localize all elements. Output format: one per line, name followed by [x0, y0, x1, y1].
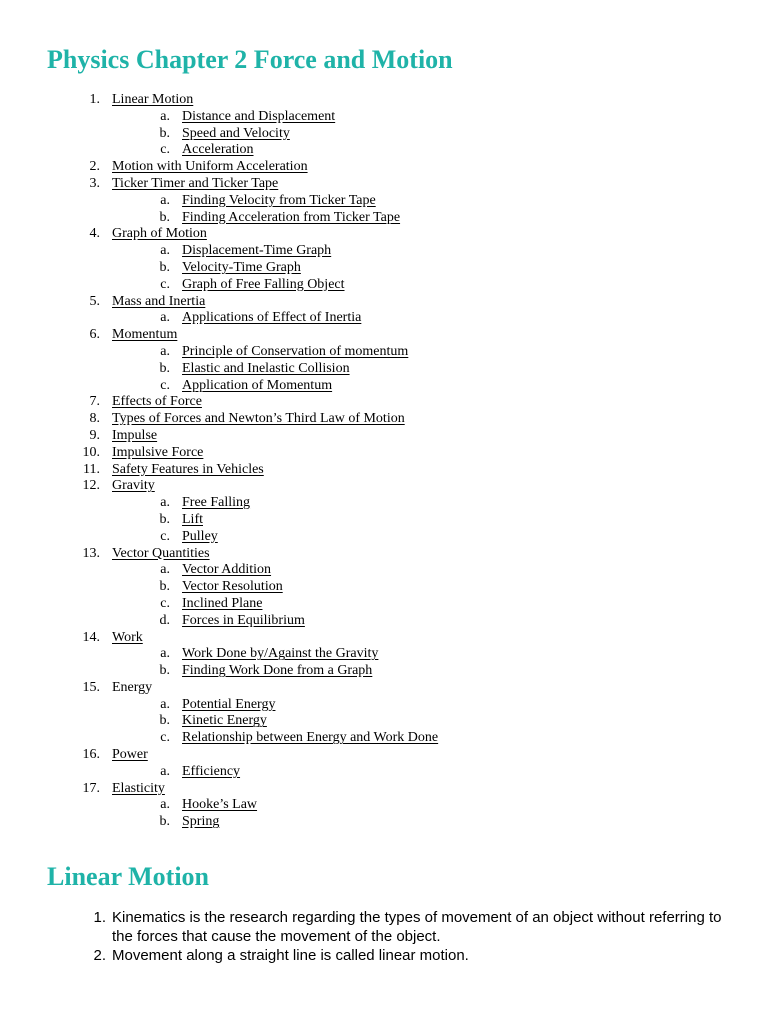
toc-item: [0, 226, 768, 243]
toc-subitem: [0, 126, 768, 143]
toc-item-number: c.: [160, 730, 170, 746]
toc-item: [0, 747, 768, 764]
toc-subitem: [0, 361, 768, 378]
toc-item-number: 12.: [82, 478, 100, 494]
toc-item-link[interactable]: Displacement-Time Graph: [182, 243, 332, 259]
toc-item-number: b.: [159, 209, 170, 225]
toc-item-number: a.: [160, 343, 170, 359]
toc-item-link[interactable]: Mass and Inertia: [112, 293, 206, 309]
toc-item-number: a.: [160, 646, 170, 662]
toc-item-number: a.: [160, 192, 170, 208]
toc-item-link[interactable]: Types of Forces and Newton’s Third Law of Motion: [112, 411, 405, 427]
list-item: [0, 946, 768, 965]
toc-item-link[interactable]: Ticker Timer and Ticker Tape: [112, 175, 279, 191]
toc-item: [0, 680, 768, 697]
toc-item: [0, 411, 768, 428]
toc-item-number: b.: [159, 360, 170, 376]
toc-item-link[interactable]: Speed and Velocity: [182, 125, 290, 141]
toc-item-link: Energy: [112, 679, 153, 695]
toc-subitem: [0, 596, 768, 613]
table-of-contents: [0, 92, 768, 831]
toc-item-number: c.: [160, 142, 170, 158]
toc-item: [0, 294, 768, 311]
list-item-text: Movement along a straight line is called linear motion.: [112, 947, 469, 964]
toc-item-link[interactable]: Potential Energy: [182, 696, 276, 712]
toc-item-number: a.: [160, 562, 170, 578]
toc-subitem: [0, 730, 768, 747]
toc-item-link[interactable]: Spring: [182, 814, 220, 830]
toc-subitem: [0, 512, 768, 529]
toc-item-number: b.: [159, 125, 170, 141]
toc-subitem: [0, 495, 768, 512]
toc-subitem: [0, 764, 768, 781]
toc-item-number: 8.: [89, 411, 100, 427]
toc-subitem: [0, 142, 768, 159]
toc-item-link[interactable]: Kinetic Energy: [182, 713, 267, 729]
toc-subitem: [0, 797, 768, 814]
toc-subitem: [0, 579, 768, 596]
toc-item-link[interactable]: Hooke’s Law: [182, 797, 258, 813]
toc-item-number: 10.: [82, 444, 100, 460]
toc-item: [0, 92, 768, 109]
toc-item: [0, 462, 768, 479]
toc-subitem: [0, 713, 768, 730]
toc-item-link[interactable]: Application of Momentum: [182, 377, 333, 393]
toc-subitem: [0, 193, 768, 210]
toc-item-link[interactable]: Applications of Effect of Inertia: [182, 310, 362, 326]
toc-item-link[interactable]: Vector Resolution: [182, 579, 283, 595]
toc-item-number: 6.: [89, 327, 100, 343]
toc-item-link[interactable]: Safety Features in Vehicles: [112, 461, 264, 477]
toc-item: [0, 781, 768, 798]
toc-item-number: b.: [159, 814, 170, 830]
toc-item-number: a.: [160, 763, 170, 779]
toc-item-link[interactable]: Pulley: [182, 528, 218, 544]
toc-item-number: 7.: [89, 394, 100, 410]
toc-item-link[interactable]: Velocity-Time Graph: [182, 259, 301, 275]
toc-item-link[interactable]: Motion with Uniform Acceleration: [112, 159, 308, 175]
section-heading: Linear Motion: [47, 862, 210, 891]
toc-item-number: a.: [160, 495, 170, 511]
toc-item-link[interactable]: Power: [112, 747, 148, 763]
toc-item-link[interactable]: Momentum: [112, 327, 178, 343]
toc-item-number: b.: [159, 511, 170, 527]
toc-item: [0, 478, 768, 495]
toc-item-link[interactable]: Gravity: [112, 478, 155, 494]
toc-item-number: b.: [159, 259, 170, 275]
toc-subitem: [0, 613, 768, 630]
toc-item-number: 16.: [82, 747, 100, 763]
toc-item-link[interactable]: Finding Acceleration from Ticker Tape: [182, 209, 401, 225]
toc-item-number: 4.: [89, 226, 100, 242]
toc-item: [0, 159, 768, 176]
toc-item-link[interactable]: Inclined Plane: [182, 595, 263, 611]
toc-subitem: [0, 378, 768, 395]
toc-item-link[interactable]: Finding Velocity from Ticker Tape: [182, 192, 376, 208]
toc-item-link[interactable]: Work Done by/Against the Gravity: [182, 646, 379, 662]
toc-subitem: [0, 697, 768, 714]
toc-item-number: b.: [159, 579, 170, 595]
toc-subitem: [0, 646, 768, 663]
toc-item-number: 9.: [89, 427, 100, 443]
toc-item-link[interactable]: Forces in Equilibrium: [182, 612, 305, 628]
list-item: [0, 908, 768, 946]
toc-item-number: a.: [160, 310, 170, 326]
toc-item-number: 11.: [83, 461, 100, 477]
toc-item-link[interactable]: Lift: [182, 511, 203, 527]
toc-item-number: 2.: [89, 159, 100, 175]
toc-subitem: [0, 529, 768, 546]
toc-item-link[interactable]: Vector Quantities: [112, 545, 210, 561]
toc-item-link[interactable]: Elasticity: [112, 780, 165, 796]
toc-item-link[interactable]: Relationship between Energy and Work Done: [182, 730, 439, 746]
toc-subitem: [0, 243, 768, 260]
toc-item-link[interactable]: Principle of Conservation of momentum: [182, 343, 409, 359]
toc-subitem: [0, 344, 768, 361]
toc-item-link[interactable]: Linear Motion: [112, 92, 194, 107]
toc-subitem: [0, 210, 768, 227]
toc-item-number: 5.: [89, 293, 100, 309]
list-item-number: 1.: [93, 909, 106, 926]
toc-item-number: a.: [160, 696, 170, 712]
toc-item: [0, 428, 768, 445]
toc-item-link[interactable]: Impulsive Force: [112, 444, 204, 460]
toc-item-number: c.: [160, 276, 170, 292]
toc-subitem: [0, 814, 768, 831]
toc-subitem: [0, 260, 768, 277]
toc-item-number: 17.: [82, 780, 100, 796]
toc-item-link[interactable]: Free Falling: [182, 495, 251, 511]
toc-item-link[interactable]: Vector Addition: [182, 562, 272, 578]
toc-subitem: [0, 310, 768, 327]
toc-item-number: d.: [159, 612, 170, 628]
toc-item-link[interactable]: Work: [112, 629, 143, 645]
toc-item-number: c.: [160, 377, 170, 393]
toc-item-number: 14.: [82, 629, 100, 645]
toc-item-link[interactable]: Efficiency: [182, 763, 241, 779]
toc-item-link[interactable]: Effects of Force: [112, 394, 202, 410]
toc-subitem: [0, 277, 768, 294]
toc-item-link[interactable]: Graph of Motion: [112, 226, 207, 242]
toc-item-number: a.: [160, 243, 170, 259]
toc-item-number: 3.: [89, 175, 100, 191]
toc-item-number: 13.: [82, 545, 100, 561]
toc-item: [0, 327, 768, 344]
toc-item-number: a.: [160, 108, 170, 124]
toc-item-number: c.: [160, 595, 170, 611]
toc-item-link[interactable]: Graph of Free Falling Object: [182, 276, 345, 292]
toc-item-link[interactable]: Acceleration: [182, 142, 254, 158]
toc-item-number: b.: [159, 713, 170, 729]
toc-item-number: c.: [160, 528, 170, 544]
list-item-text: Kinematics is the research regarding the types of movement of an object without referring to the forces that cause the movement of the object.: [112, 909, 722, 945]
section-body-list: [0, 908, 768, 965]
toc-item-link[interactable]: Elastic and Inelastic Collision: [182, 360, 350, 376]
toc-item-number: b.: [159, 663, 170, 679]
toc-item-link[interactable]: Finding Work Done from a Graph: [182, 663, 373, 679]
list-item-number: 2.: [93, 947, 106, 964]
page-title: Physics Chapter 2 Force and Motion: [47, 45, 453, 74]
toc-item: [0, 445, 768, 462]
toc-item: [0, 394, 768, 411]
toc-item-number: a.: [160, 797, 170, 813]
toc-item-link[interactable]: Distance and Displacement: [182, 108, 336, 124]
toc-item-number: 15.: [82, 679, 100, 695]
toc-item-link[interactable]: Impulse: [112, 427, 158, 443]
toc-subitem: [0, 562, 768, 579]
toc-item-number: 1.: [89, 92, 100, 107]
toc-item: [0, 630, 768, 647]
toc-subitem: [0, 663, 768, 680]
toc-item: [0, 546, 768, 563]
toc-item: [0, 176, 768, 193]
toc-subitem: [0, 109, 768, 126]
